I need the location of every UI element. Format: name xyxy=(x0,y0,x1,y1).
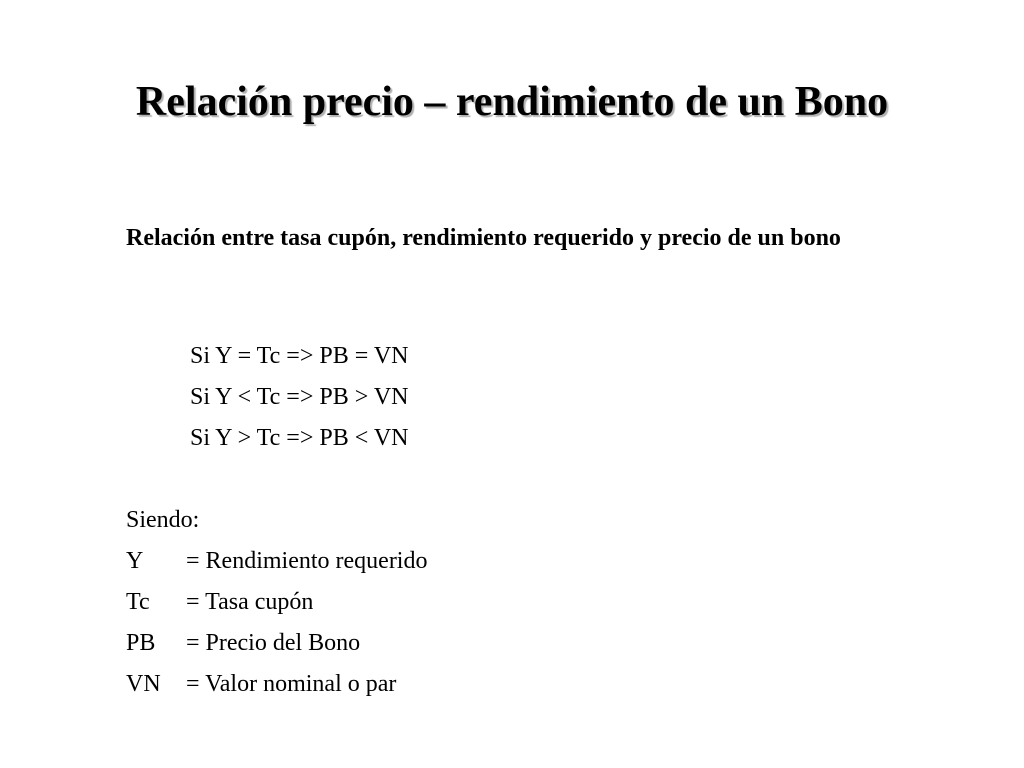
definition-description: = Valor nominal o par xyxy=(186,671,397,697)
definition-description: = Precio del Bono xyxy=(186,630,361,656)
definitions-block xyxy=(126,500,427,705)
condition-equal: Si Y = Tc => PB = VN xyxy=(190,343,409,369)
definition-description: = Tasa cupón xyxy=(186,589,314,615)
definition-row xyxy=(126,582,427,623)
condition-greater: Si Y > Tc => PB < VN xyxy=(190,425,409,451)
definition-term: VN xyxy=(126,671,161,697)
definition-row xyxy=(126,664,427,705)
intro-text: Relación entre tasa cupón, rendimiento requerido y precio de un bono xyxy=(126,225,841,251)
conditions-list xyxy=(190,336,409,459)
definition-term: Tc xyxy=(126,589,150,615)
definition-term: Y xyxy=(126,548,144,574)
slide-title: Relación precio – rendimiento de un Bono xyxy=(135,79,889,125)
definition-row xyxy=(126,541,427,582)
condition-less: Si Y < Tc => PB > VN xyxy=(190,384,409,410)
definition-description: = Rendimiento requerido xyxy=(186,548,428,574)
definition-row xyxy=(126,623,427,664)
definition-term: PB xyxy=(126,630,156,656)
definitions-heading: Siendo: xyxy=(126,507,200,533)
